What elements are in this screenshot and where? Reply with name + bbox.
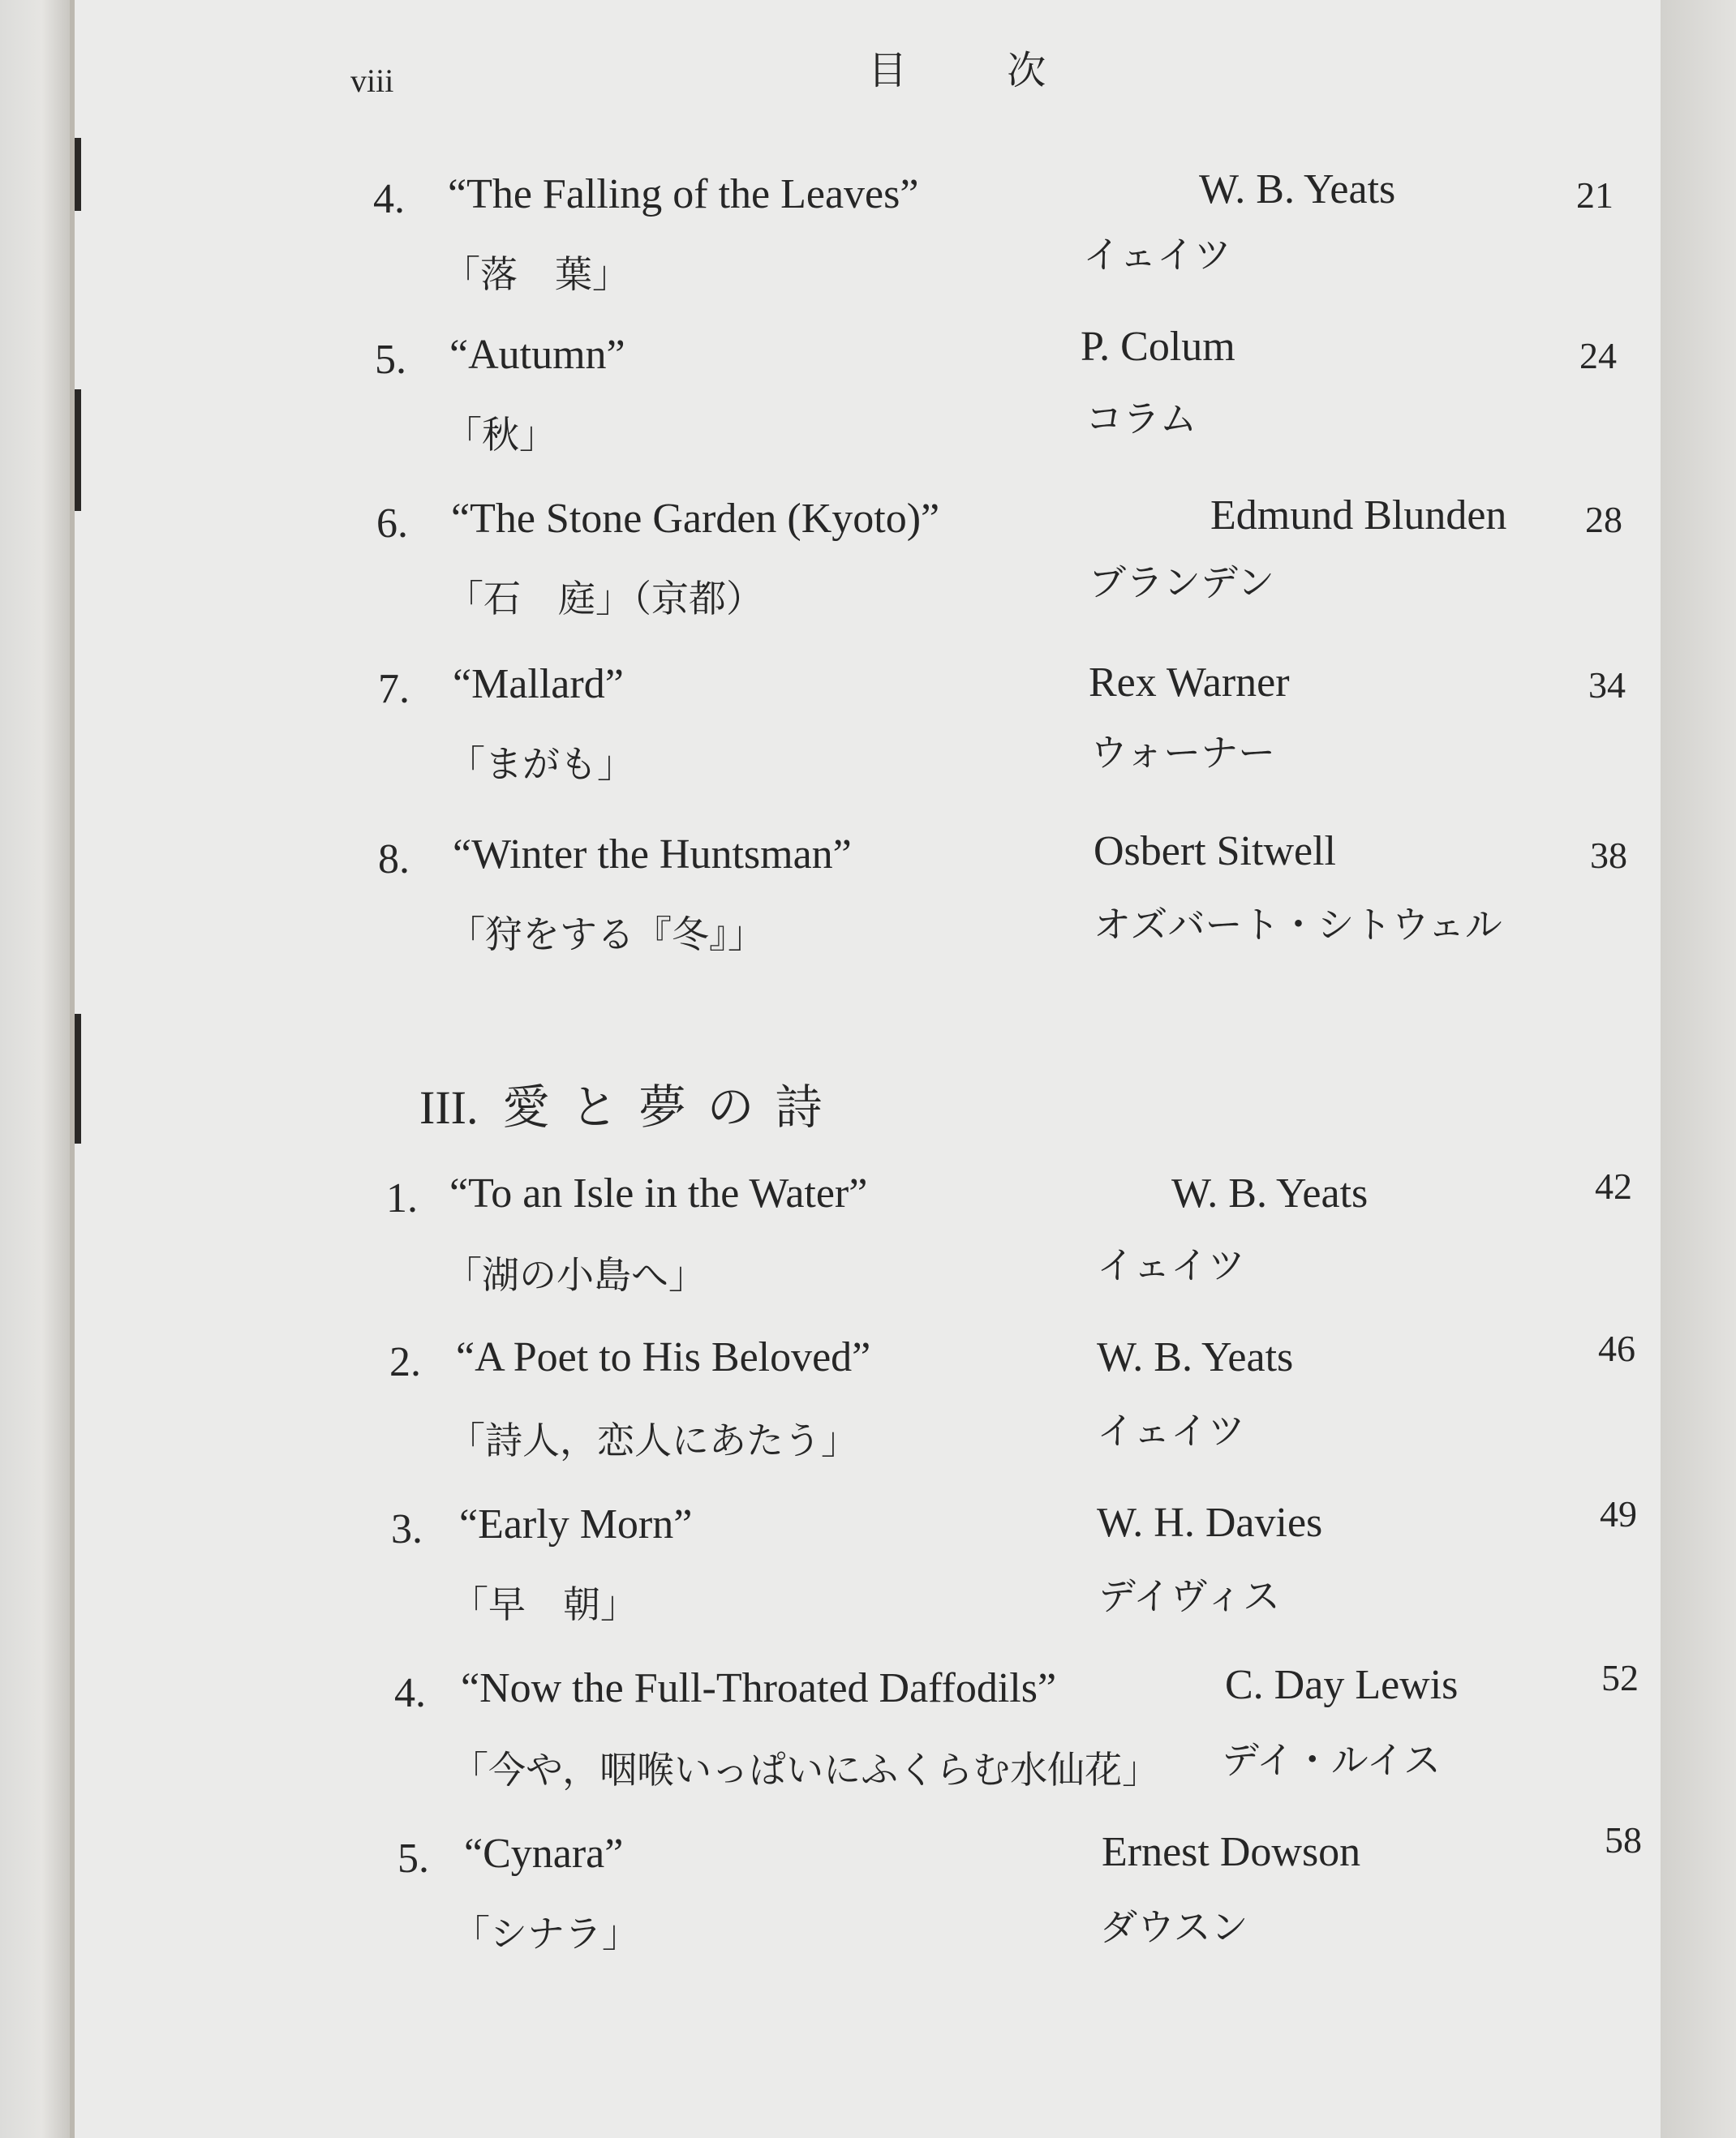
entry-author: Rex Warner [1089,659,1290,706]
toc-entry [376,492,1642,638]
entry-japanese-title: 「落 葉」 [443,252,630,296]
entry-number: 1. [386,1175,418,1221]
toc-entry [394,1657,1660,1807]
entry-number: 2. [389,1339,421,1385]
entry-number: 4. [394,1670,426,1716]
entry-author: W. B. Yeats [1171,1170,1369,1217]
entry-number: 5. [397,1835,429,1882]
entry-author: Osbert Sitwell [1094,828,1336,874]
entry-author: Ernest Dowson [1102,1829,1361,1875]
entry-author: Edmund Blunden [1210,492,1507,539]
entry-japanese-author: オズバート・シトウェル [1094,903,1502,947]
entry-page-number: 49 [1600,1493,1637,1535]
entry-japanese-title: 「秋」 [445,413,556,457]
entry-number: 4. [373,176,405,222]
page-folio: viii [350,62,394,99]
entry-japanese-author: コラム [1085,397,1197,440]
entry-page-number: 24 [1579,335,1617,376]
entry-japanese-title: 「早 朝」 [451,1582,638,1626]
binding-thread-mark [75,138,81,211]
entry-japanese-author: ウォーナー [1090,731,1276,775]
entry-japanese-author: ダウスン [1100,1905,1248,1949]
entry-author: W. H. Davies [1097,1500,1323,1546]
entry-japanese-author: デイヴィス [1098,1574,1281,1618]
entry-title: “The Falling of the Leaves” [448,171,919,217]
entry-japanese-title: 「今や，咽喉いっぱいにふくらむ水仙花」 [451,1748,1160,1792]
section-title: 愛と夢の詩 [502,1080,844,1135]
entry-number: 6. [376,500,408,547]
entry-number: 7. [378,666,410,712]
entry-japanese-author: イェイツ [1083,233,1231,277]
entry-title: “Cynara” [464,1831,624,1877]
book-page [75,0,1661,2138]
entry-japanese-title: 「石 庭」（京都） [446,577,763,620]
entry-page-number: 46 [1598,1328,1635,1369]
entry-number: 3. [391,1506,423,1552]
entry-number: 5. [375,337,406,383]
toc-entry [373,166,1639,313]
entry-title: “To an Isle in the Water” [449,1170,868,1217]
entry-title: “A Poet to His Beloved” [456,1334,871,1380]
entry-japanese-title: 「詩人，恋人にあたう」 [448,1419,858,1462]
entry-title: “Autumn” [449,332,625,378]
entry-number: 8. [378,836,410,882]
section-heading [419,1069,843,1137]
entry-title: “The Stone Garden (Kyoto)” [451,496,940,542]
toc-entry [378,659,1644,803]
entry-author: P. Colum [1081,324,1235,370]
entry-title: “Mallard” [453,661,624,707]
entry-page-number: 34 [1588,664,1626,706]
entry-japanese-title: 「まがも」 [448,742,634,786]
entry-japanese-title: 「シナラ」 [453,1912,639,1956]
page-edge [1661,0,1736,2138]
toc-entry [378,828,1644,973]
entry-japanese-author: イェイツ [1097,1243,1245,1287]
entry-author: C. Day Lewis [1225,1662,1459,1708]
entry-japanese-author: ブランデン [1089,560,1275,604]
toc-entry [389,1328,1655,1476]
toc-entry [397,1819,1661,1973]
entry-japanese-author: イェイツ [1097,1409,1245,1453]
entry-japanese-title: 「狩をする『冬』」 [448,912,765,956]
entry-page-number: 42 [1595,1166,1632,1207]
entry-title: “Now the Full-Throated Daffodils” [461,1665,1057,1711]
entry-page-number: 21 [1576,174,1614,216]
entry-title: “Winter the Huntsman” [453,831,852,878]
entry-page-number: 58 [1605,1819,1642,1861]
binding-thread-mark [75,1014,81,1144]
toc-entry [391,1493,1657,1643]
entry-japanese-title: 「湖の小島へ」 [445,1253,706,1297]
entry-page-number: 28 [1585,499,1622,540]
entry-title: “Early Morn” [459,1501,693,1548]
section-numeral: III. [419,1081,479,1134]
entry-author: W. B. Yeats [1097,1334,1294,1380]
entry-japanese-author: デイ・ルイス [1222,1738,1442,1782]
entry-page-number: 52 [1601,1657,1639,1698]
binding-thread-mark [75,389,81,511]
toc-entry [375,324,1640,474]
toc-entry [386,1166,1652,1312]
running-title: 目 次 [868,48,1090,93]
facing-page-edge [0,0,70,2138]
entry-author: W. B. Yeats [1199,166,1396,213]
entry-page-number: 38 [1590,835,1627,876]
